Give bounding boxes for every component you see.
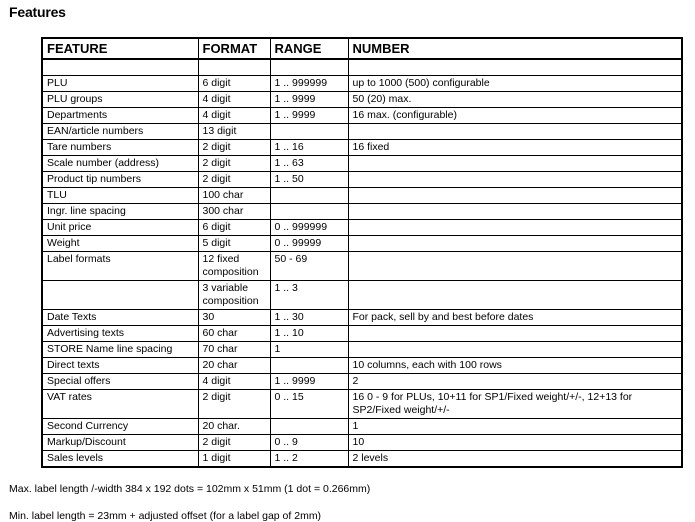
table-row bbox=[42, 236, 682, 252]
cell-feature: Departments bbox=[42, 108, 198, 124]
table-body bbox=[42, 59, 682, 467]
cell-range bbox=[270, 204, 348, 220]
features-table bbox=[41, 37, 683, 468]
header-range: RANGE bbox=[270, 38, 348, 59]
cell-format: 4 digit bbox=[198, 108, 270, 124]
cell-feature: Special offers bbox=[42, 374, 198, 390]
cell-feature: TLU bbox=[42, 188, 198, 204]
cell-range: 1 .. 9999 bbox=[270, 108, 348, 124]
cell-number: 16 max. (configurable) bbox=[348, 108, 682, 124]
cell-number bbox=[348, 281, 682, 310]
cell-format: 12 fixed composition bbox=[198, 252, 270, 281]
cell-feature: Direct texts bbox=[42, 358, 198, 374]
table-row bbox=[42, 108, 682, 124]
cell-feature: STORE Name line spacing bbox=[42, 342, 198, 358]
cell-number: 50 (20) max. bbox=[348, 92, 682, 108]
cell-range: 1 .. 50 bbox=[270, 172, 348, 188]
cell-feature: Product tip numbers bbox=[42, 172, 198, 188]
cell-feature: PLU groups bbox=[42, 92, 198, 108]
cell-feature: Date Texts bbox=[42, 310, 198, 326]
cell-feature bbox=[42, 59, 198, 76]
cell-format: 30 bbox=[198, 310, 270, 326]
table-row bbox=[42, 419, 682, 435]
header-feature: FEATURE bbox=[42, 38, 198, 59]
cell-feature: PLU bbox=[42, 76, 198, 92]
cell-number bbox=[348, 172, 682, 188]
cell-feature: Advertising texts bbox=[42, 326, 198, 342]
cell-number: up to 1000 (500) configurable bbox=[348, 76, 682, 92]
table-row bbox=[42, 358, 682, 374]
cell-format: 2 digit bbox=[198, 140, 270, 156]
cell-number: 10 bbox=[348, 435, 682, 451]
cell-range: 50 - 69 bbox=[270, 252, 348, 281]
cell-number bbox=[348, 124, 682, 140]
cell-range: 1 .. 10 bbox=[270, 326, 348, 342]
table-row bbox=[42, 188, 682, 204]
cell-number bbox=[348, 220, 682, 236]
min-label-length-note: Min. label length = 23mm + adjusted offset (for a label gap of 2mm) bbox=[9, 510, 322, 522]
header-format: FORMAT bbox=[198, 38, 270, 59]
cell-number: 16 fixed bbox=[348, 140, 682, 156]
cell-feature: Unit price bbox=[42, 220, 198, 236]
cell-number bbox=[348, 342, 682, 358]
cell-feature: Second Currency bbox=[42, 419, 198, 435]
cell-range: 1 .. 9999 bbox=[270, 92, 348, 108]
table-row bbox=[42, 374, 682, 390]
cell-range bbox=[270, 419, 348, 435]
cell-number: 1 bbox=[348, 419, 682, 435]
table-row bbox=[42, 252, 682, 281]
table-row bbox=[42, 220, 682, 236]
cell-range: 0 .. 9 bbox=[270, 435, 348, 451]
cell-range: 0 .. 99999 bbox=[270, 236, 348, 252]
cell-number: For pack, sell by and best before dates bbox=[348, 310, 682, 326]
cell-feature: Markup/Discount bbox=[42, 435, 198, 451]
table-row bbox=[42, 140, 682, 156]
cell-number: 10 columns, each with 100 rows bbox=[348, 358, 682, 374]
table-row bbox=[42, 342, 682, 358]
cell-feature: Sales levels bbox=[42, 451, 198, 468]
cell-feature: Label formats bbox=[42, 252, 198, 281]
table-row bbox=[42, 204, 682, 220]
cell-number bbox=[348, 204, 682, 220]
cell-number bbox=[348, 326, 682, 342]
cell-format: 2 digit bbox=[198, 156, 270, 172]
cell-number bbox=[348, 236, 682, 252]
table-row bbox=[42, 76, 682, 92]
cell-range bbox=[270, 59, 348, 76]
cell-number bbox=[348, 59, 682, 76]
cell-format: 4 digit bbox=[198, 374, 270, 390]
cell-format: 1 digit bbox=[198, 451, 270, 468]
cell-range: 1 .. 63 bbox=[270, 156, 348, 172]
cell-feature: Ingr. line spacing bbox=[42, 204, 198, 220]
cell-number: 2 levels bbox=[348, 451, 682, 468]
page-title: Features bbox=[9, 4, 66, 20]
cell-format: 2 digit bbox=[198, 435, 270, 451]
header-number: NUMBER bbox=[348, 38, 682, 59]
table-row bbox=[42, 326, 682, 342]
cell-format: 4 digit bbox=[198, 92, 270, 108]
table-row bbox=[42, 172, 682, 188]
table-row bbox=[42, 435, 682, 451]
cell-range: 1 .. 16 bbox=[270, 140, 348, 156]
table-row bbox=[42, 390, 682, 419]
cell-feature: Scale number (address) bbox=[42, 156, 198, 172]
cell-number bbox=[348, 156, 682, 172]
cell-range bbox=[270, 124, 348, 140]
table-row bbox=[42, 310, 682, 326]
cell-format: 2 digit bbox=[198, 172, 270, 188]
cell-range: 1 .. 3 bbox=[270, 281, 348, 310]
cell-format: 300 char bbox=[198, 204, 270, 220]
label-length-note: Max. label length /-width 384 x 192 dots = 102mm x 51mm (1 dot = 0.266mm) bbox=[9, 483, 371, 495]
cell-range: 0 .. 15 bbox=[270, 390, 348, 419]
cell-range: 1 .. 9999 bbox=[270, 374, 348, 390]
cell-number: 16 0 - 9 for PLUs, 10+11 for SP1/Fixed weight/+/-, 12+13 for SP2/Fixed weight/+/- bbox=[348, 390, 682, 419]
cell-format: 20 char bbox=[198, 358, 270, 374]
cell-range: 1 .. 2 bbox=[270, 451, 348, 468]
cell-format: 20 char. bbox=[198, 419, 270, 435]
table-row bbox=[42, 451, 682, 468]
cell-format: 6 digit bbox=[198, 76, 270, 92]
cell-format: 2 digit bbox=[198, 390, 270, 419]
cell-format: 70 char bbox=[198, 342, 270, 358]
cell-range: 1 .. 999999 bbox=[270, 76, 348, 92]
table-row bbox=[42, 156, 682, 172]
table-row bbox=[42, 92, 682, 108]
cell-range bbox=[270, 358, 348, 374]
cell-format: 100 char bbox=[198, 188, 270, 204]
cell-number bbox=[348, 188, 682, 204]
cell-feature: EAN/article numbers bbox=[42, 124, 198, 140]
cell-format: 13 digit bbox=[198, 124, 270, 140]
table-row bbox=[42, 124, 682, 140]
table-row bbox=[42, 281, 682, 310]
header-row bbox=[42, 38, 682, 59]
cell-feature: VAT rates bbox=[42, 390, 198, 419]
cell-range bbox=[270, 188, 348, 204]
cell-feature: Weight bbox=[42, 236, 198, 252]
cell-number bbox=[348, 252, 682, 281]
cell-range: 1 bbox=[270, 342, 348, 358]
cell-range: 1 .. 30 bbox=[270, 310, 348, 326]
cell-feature bbox=[42, 281, 198, 310]
cell-format: 60 char bbox=[198, 326, 270, 342]
table-row bbox=[42, 59, 682, 76]
cell-format: 3 variable composition bbox=[198, 281, 270, 310]
cell-feature: Tare numbers bbox=[42, 140, 198, 156]
cell-format bbox=[198, 59, 270, 76]
cell-format: 6 digit bbox=[198, 220, 270, 236]
table-header bbox=[42, 38, 682, 59]
cell-range: 0 .. 999999 bbox=[270, 220, 348, 236]
cell-format: 5 digit bbox=[198, 236, 270, 252]
cell-number: 2 bbox=[348, 374, 682, 390]
